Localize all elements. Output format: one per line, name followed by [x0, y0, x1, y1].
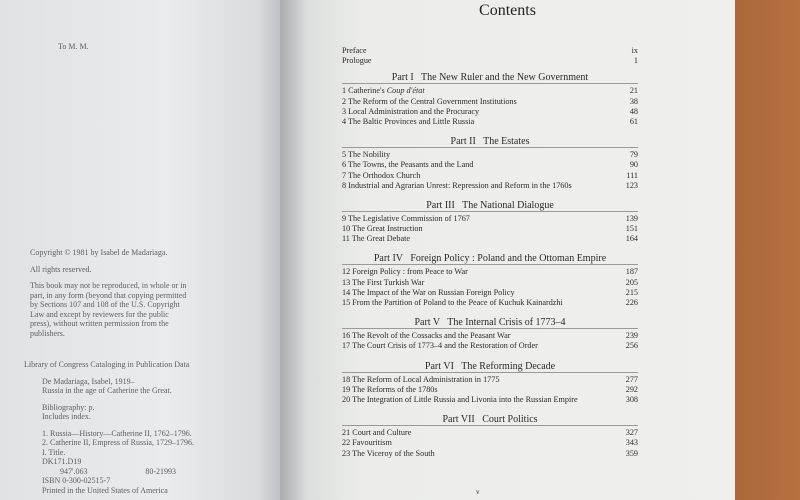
chapter-number: 17: [342, 341, 351, 351]
cip-heading: Library of Congress Cataloging in Publication Data: [24, 360, 190, 369]
chapter-title: Foreign Policy : from Peace to War: [352, 267, 468, 277]
chapter-page: 79: [629, 150, 638, 160]
contents-title: Contents: [479, 2, 536, 19]
chapter-title-group: [342, 267, 468, 277]
chapter-page: 327: [625, 428, 638, 438]
chapter-number: 5: [342, 150, 347, 160]
chapter-page: 343: [625, 438, 638, 448]
chapter-page: 277: [625, 374, 638, 384]
chapter-row: [342, 375, 638, 385]
chapter-page: 21: [629, 86, 638, 96]
chapter-row: [342, 341, 638, 351]
chapter-number: 1: [342, 86, 347, 96]
chapter-page: 239: [625, 331, 638, 341]
page-folio: v: [476, 488, 480, 496]
chapter-title-group: [342, 438, 392, 448]
chapter-page: 256: [625, 341, 638, 351]
chapter-title-group: [342, 341, 538, 351]
chapter-number: 2: [342, 96, 347, 106]
chapter-row: [342, 298, 638, 308]
chapter-row: [342, 171, 638, 181]
rights-line: All rights reserved.: [30, 264, 92, 274]
chapter-title-group: [342, 181, 572, 191]
part-heading: Part III The National Dialogue: [342, 199, 638, 212]
chapter-title-italic: Coup d'état: [386, 86, 425, 96]
chapter-number: 20: [342, 394, 351, 404]
chapter-title-group: [342, 449, 435, 459]
chapter-title-group: [342, 171, 420, 181]
chapter-number: 9: [342, 213, 347, 223]
chapter-title: Catherine's: [348, 86, 387, 96]
cip-title: I. Title.: [42, 447, 66, 457]
chapter-page: 226: [625, 298, 638, 307]
chapter-page: 359: [625, 448, 638, 458]
chapter-title-group: [342, 375, 499, 385]
chapter-number: 7: [342, 170, 347, 180]
left-page: [0, 0, 280, 500]
chapter-row: [342, 438, 638, 448]
chapter-title: The Impact of the War on Russian Foreign Policy: [352, 287, 515, 297]
cip-subject-2: 2. Catherine II, Empress of Russia, 1729–1796.: [42, 438, 194, 447]
chapter-title-group: [342, 278, 424, 288]
chapter-title: The Great Debate: [351, 234, 410, 244]
front-page: ix: [631, 46, 638, 55]
chapter-page: 151: [625, 224, 638, 234]
chapter-row: [342, 288, 638, 298]
chapter-title-group: [342, 385, 438, 395]
chapter-title-group: [342, 298, 563, 308]
cataloging-data: [24, 360, 224, 495]
chapter-row: [342, 117, 638, 127]
part-heading: Part VI The Reforming Decade: [342, 360, 638, 373]
chapter-page: 292: [625, 384, 638, 394]
chapter-page: 205: [625, 277, 638, 287]
chapter-number: 4: [342, 116, 347, 126]
chapter-title: The Orthodox Church: [348, 170, 421, 180]
chapter-title-group: [342, 288, 515, 298]
cip-isbn: ISBN 0-300-02515-7: [42, 476, 111, 485]
chapter-number: 6: [342, 160, 347, 170]
chapter-row: [342, 160, 638, 170]
chapter-page: 90: [629, 160, 638, 170]
chapter-page: 308: [625, 394, 638, 404]
cip-class-row: [24, 467, 224, 477]
cip-class-number: 947'.063: [60, 466, 88, 476]
chapter-page: 215: [625, 287, 638, 297]
chapter-number: 13: [342, 277, 351, 287]
chapter-number: 14: [342, 287, 351, 297]
reproduction-notice: This book may not be reproduced, in whole or in part, in any form (beyond that copying permitted by Sections 107 and 108 of the U.S. Copyright Law and except by reviewers for the public press), without written permission from the publishers.: [30, 281, 187, 338]
chapter-page: 123: [625, 180, 638, 190]
chapter-title: The Towns, the Peasants and the Land: [348, 160, 474, 170]
chapter-title-group: [342, 117, 474, 127]
part-heading: Part VII Court Politics: [342, 413, 638, 426]
chapter-number: 18: [342, 374, 351, 384]
part-heading: Part II The Estates: [342, 135, 638, 148]
chapter-row: [342, 331, 638, 341]
chapter-title: Local Administration and the Procuracy: [348, 106, 480, 116]
chapter-row: [342, 86, 638, 96]
chapter-page: 38: [629, 96, 638, 106]
chapter-row: [342, 107, 638, 117]
chapter-number: 3: [342, 106, 347, 116]
chapter-page: 139: [625, 213, 638, 223]
chapter-number: 15: [342, 298, 351, 307]
chapter-title: The Integration of Little Russia and Livonia into the Russian Empire: [352, 394, 578, 404]
chapter-title-group: [342, 331, 510, 341]
chapter-row: [342, 224, 638, 234]
front-page: 1: [633, 56, 638, 66]
front-matter-prologue: [342, 56, 638, 66]
chapter-title-group: [342, 107, 479, 117]
chapter-title: The Legislative Commission of 1767: [348, 213, 470, 223]
chapter-title-group: [342, 428, 411, 438]
chapter-number: 11: [342, 234, 350, 244]
cip-index: Includes index.: [42, 412, 91, 421]
cip-subject-1: 1. Russia—History—Catherine II, 1762–1796.: [42, 428, 192, 438]
chapter-title-group: [342, 97, 517, 107]
front-matter-preface: [342, 46, 638, 56]
chapter-title: The Reforms of the 1780s: [352, 384, 438, 394]
chapter-title: Favouritism: [352, 438, 392, 448]
chapter-number: 12: [342, 267, 351, 277]
chapter-title: Court and Culture: [352, 428, 412, 438]
chapter-row: [342, 181, 638, 191]
chapter-title: The Viceroy of the South: [352, 448, 435, 458]
chapter-row: [342, 214, 638, 224]
chapter-title: The Reform of Local Administration in 1775: [352, 374, 500, 384]
chapter-number: 21: [342, 428, 351, 438]
chapter-title: From the Partition of Poland to the Peace of Kuchuk Kainardzhi: [352, 298, 563, 307]
cip-biblio: Bibliography: p.: [42, 402, 95, 412]
cip-dk: DK171.D19: [42, 457, 82, 466]
table-of-contents: [342, 46, 638, 459]
copyright-notice: [30, 248, 190, 345]
chapter-row: [342, 267, 638, 277]
chapter-page: 48: [629, 106, 638, 116]
chapter-title-group: [342, 160, 473, 170]
cip-printed: Printed in the United States of America: [42, 485, 168, 495]
chapter-title: The Revolt of the Cossacks and the Peasant War: [352, 331, 511, 341]
chapter-row: [342, 150, 638, 160]
cip-lccn: 80-21993: [145, 466, 176, 476]
chapter-title-group: [342, 395, 578, 405]
chapter-row: [342, 97, 638, 107]
chapter-title: The Baltic Provinces and Little Russia: [348, 116, 475, 126]
part-heading: Part V The Internal Crisis of 1773–4: [342, 316, 638, 329]
part-heading: Part IV Foreign Policy : Poland and the Ottoman Empire: [342, 252, 638, 265]
chapter-title-group: [342, 224, 423, 234]
chapter-title: The Great Instruction: [352, 224, 423, 234]
chapter-title-group: [342, 214, 470, 224]
chapter-title: The Reform of the Central Government Institutions: [348, 96, 517, 106]
chapter-row: [342, 449, 638, 459]
chapter-number: 8: [342, 180, 347, 190]
chapter-number: 23: [342, 448, 351, 458]
copyright-line: Copyright © 1981 by Isabel de Madariaga.: [30, 248, 168, 257]
chapter-row: [342, 428, 638, 438]
chapter-title-group: [342, 150, 390, 160]
chapter-title: The First Turkish War: [352, 277, 425, 287]
front-label: Preface: [342, 46, 367, 55]
chapter-row: [342, 278, 638, 288]
chapter-page: 61: [629, 116, 638, 126]
chapter-number: 10: [342, 224, 351, 234]
front-label: Prologue: [342, 56, 372, 66]
cip-entry: De Madariaga, Isabel, 1919–: [42, 376, 135, 386]
dedication: To M. M.: [58, 42, 89, 51]
chapter-number: 19: [342, 384, 351, 394]
chapter-title: The Court Crisis of 1773–4 and the Restoration of Order: [352, 341, 538, 351]
chapter-row: [342, 385, 638, 395]
cip-subtitle: Russia in the age of Catherine the Great.: [42, 386, 172, 395]
chapter-title-group: [342, 234, 410, 244]
chapter-title: Industrial and Agrarian Unrest: Repression and Reform in the 1760s: [348, 180, 572, 190]
part-heading: Part I The New Ruler and the New Government: [342, 71, 638, 84]
chapter-number: 22: [342, 438, 351, 448]
chapter-page: 111: [626, 170, 638, 180]
chapter-title: The Nobility: [348, 150, 391, 160]
chapter-row: [342, 234, 638, 244]
right-page: [280, 0, 735, 500]
chapter-number: 16: [342, 331, 351, 341]
chapter-page: 187: [625, 267, 638, 277]
chapter-row: [342, 395, 638, 405]
chapter-page: 164: [625, 234, 638, 244]
chapter-title-group: [342, 86, 425, 96]
